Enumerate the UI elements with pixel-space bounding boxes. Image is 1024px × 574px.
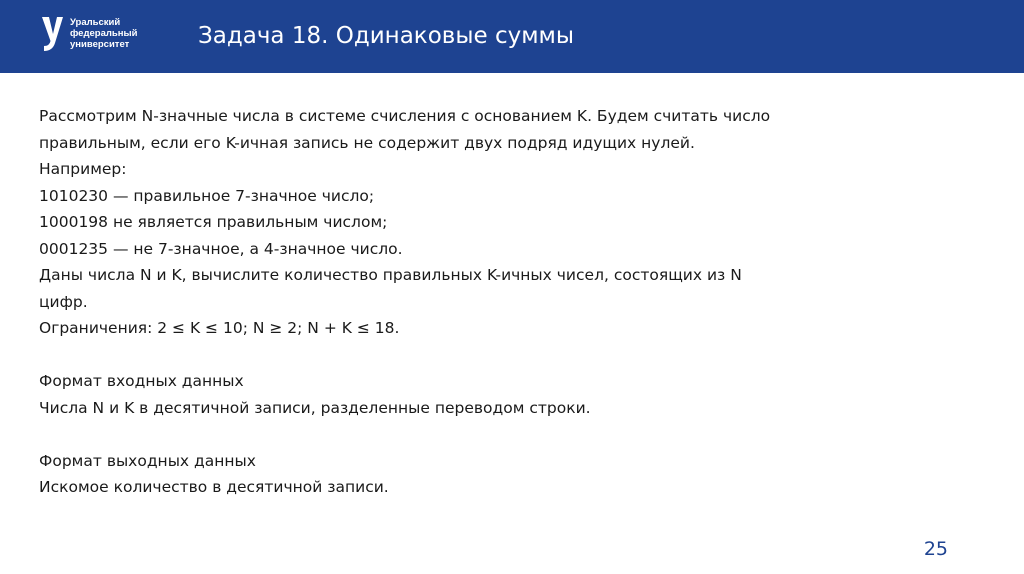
output-format-text: Искомое количество в десятичной записи. [39, 478, 389, 496]
logo-line-2: федеральный [70, 28, 138, 39]
body-line: Ограничения: 2 ≤ K ≤ 10; N ≥ 2; N + K ≤ 18. [39, 319, 400, 337]
output-format-heading: Формат выходных данных [39, 451, 256, 470]
logo-line-3: университет [70, 39, 130, 50]
body-line: Рассмотрим N-значные числа в системе счисления с основанием K. Будем считать число [39, 107, 771, 125]
body-line: Например: [39, 160, 127, 178]
logo-text [70, 17, 137, 50]
spacer [39, 421, 919, 448]
urfu-logo-icon [40, 14, 64, 54]
body-line: Даны числа N и K, вычислите количество правильных K-ичных чисел, состоящих из N [39, 266, 742, 284]
input-format-heading: Формат входных данных [39, 372, 244, 390]
slide-body [39, 103, 919, 501]
slide-title: Задача 18. Одинаковые суммы [198, 23, 575, 49]
header-bar [0, 0, 1024, 73]
body-line: 0001235 — не 7-значное, а 4-значное число. [39, 239, 403, 258]
body-line: 1000198 не является правильным числом; [39, 213, 388, 231]
spacer [39, 342, 919, 369]
body-line: 1010230 — правильное 7-значное число; [39, 186, 375, 205]
university-logo [40, 14, 137, 58]
page-number: 25 [923, 538, 948, 560]
logo-line-1: Уральский [70, 17, 121, 28]
input-format-text: Числа N и K в десятичной записи, разделенные переводом строки. [39, 398, 591, 417]
body-line: цифр. [39, 292, 88, 311]
body-line: правильным, если его K-ичная запись не содержит двух подряд идущих нулей. [39, 133, 695, 152]
